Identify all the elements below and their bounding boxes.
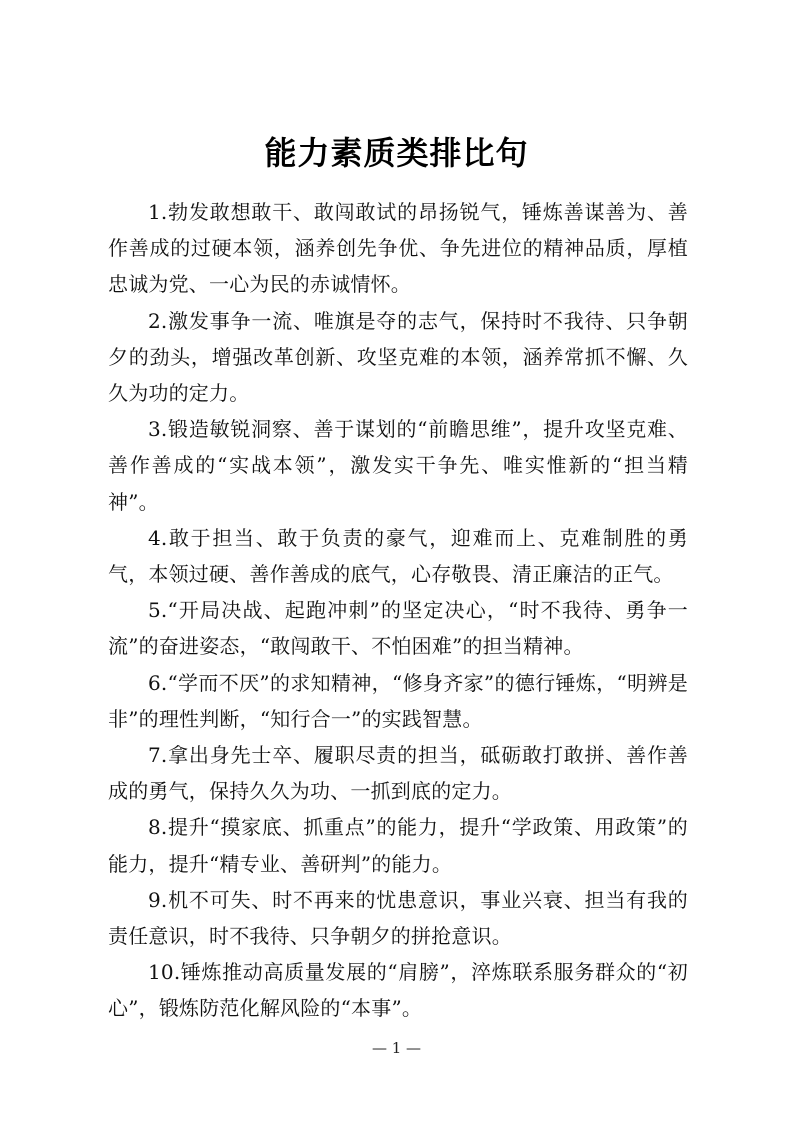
paragraph-7: 7.拿出身先士卒、履职尽责的担当，砥砺敢打敢拼、善作善成的勇气，保持久久为功、一抓到底的定力。 — [108, 743, 688, 804]
paragraph-1: 1.勃发敢想敢干、敢闯敢试的昂扬锐气，锤炼善谋善为、善作善成的过硬本领，涵养创先争优、争先进位的精神品质，厚植忠诚为党、一心为民的赤诚情怀。 — [108, 200, 688, 297]
paragraph-10: 10.锤炼推动高质量发展的“肩膀”，淬炼联系服务群众的“初心”，锻炼防范化解风险的“本事”。 — [108, 960, 688, 1021]
paragraph-6: 6.“学而不厌”的求知精神，“修身齐家”的德行锤炼，“明辨是非”的理性判断，“知行合一”的实践智慧。 — [108, 670, 688, 731]
page-number: — 1 — — [371, 1039, 422, 1057]
document-body — [108, 194, 688, 1027]
paragraph-2: 2.激发事争一流、唯旗是夺的志气，保持时不我待、只争朝夕的劲头，增强改革创新、攻坚克难的本领，涵养常抓不懈、久久为功的定力。 — [108, 308, 688, 406]
paragraph-9: 9.机不可失、时不再来的忧患意识，事业兴衰、担当有我的责任意识，时不我待、只争朝夕的拼抢意识。 — [108, 887, 688, 949]
document-title: 能力素质类排比句 — [264, 134, 529, 173]
paragraph-5: 5.“开局决战、起跑冲刺”的坚定决心，“时不我待、勇争一流”的奋进姿态，“敢闯敢干、不怕困难”的担当精神。 — [108, 598, 688, 659]
paragraph-8: 8.提升“摸家底、抓重点”的能力，提升“学政策、用政策”的能力，提升“精专业、善研判”的能力。 — [108, 815, 688, 876]
paragraph-3: 3.锻造敏锐洞察、善于谋划的“前瞻思维”，提升攻坚克难、善作善成的“实战本领”，激发实干争先、唯实惟新的“担当精神”。 — [108, 417, 688, 514]
paragraph-4: 4.敢于担当、敢于负责的豪气，迎难而上、克难制胜的勇气，本领过硬、善作善成的底气，心存敬畏、清正廉洁的正气。 — [108, 525, 688, 587]
